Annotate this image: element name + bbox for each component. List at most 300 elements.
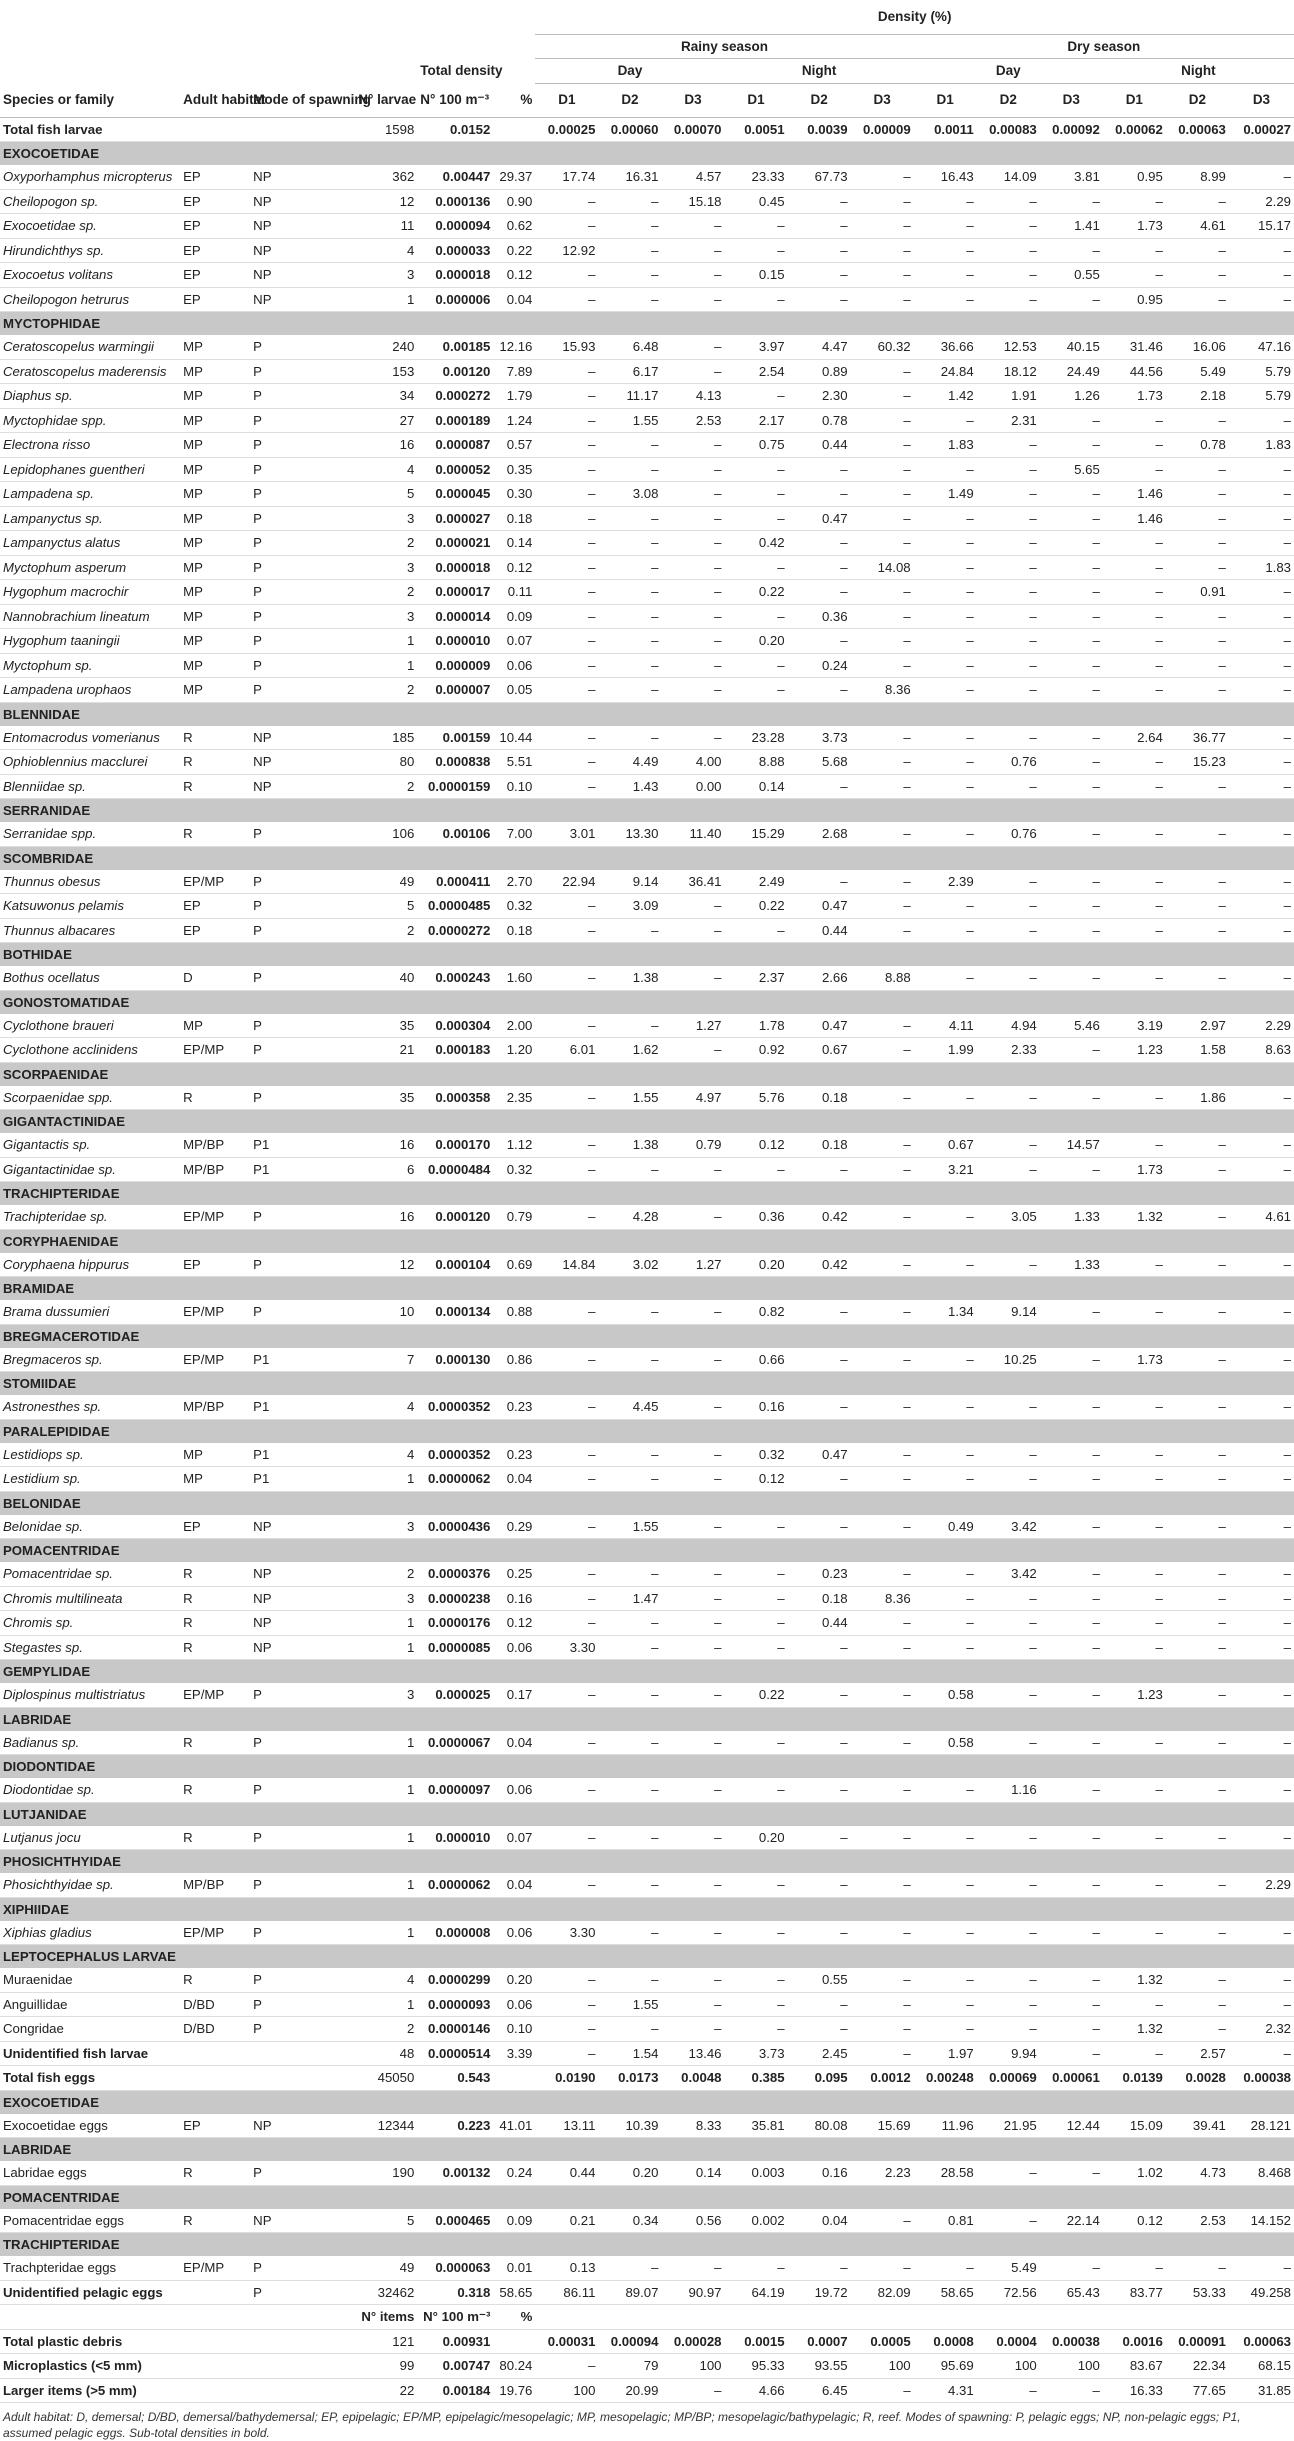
cell-density: – [851,1395,914,1419]
family-header-row [0,1945,1294,1969]
table-row [0,1968,1294,1992]
cell-habitat: MP/BP [180,1873,250,1897]
family-header-row [0,1491,1294,1515]
cell-density: 8.88 [725,750,788,775]
family-header-row [0,1229,1294,1253]
cell-density: 2.17 [725,408,788,433]
cell-density: – [851,1515,914,1539]
cell-density: – [1040,870,1103,894]
cell-habitat [180,117,250,142]
cell-density: – [788,482,851,507]
cell-habitat: MP [180,678,250,703]
cell-density: 6.01 [535,1038,598,1063]
cell-density: 36.66 [914,335,977,359]
cell-n: 1 [355,1635,417,1660]
cell-percent: 0.12 [493,1611,535,1636]
cell-density: 39.41 [1166,2114,1229,2138]
cell-density: – [1103,1611,1166,1636]
cell-density: – [788,774,851,799]
cell-n: 1 [355,1731,417,1755]
row-label: Congridae [0,2017,180,2042]
cell-density: – [1166,457,1229,482]
cell-density: – [1229,165,1294,189]
family-header-row [0,1802,1294,1826]
cell-density: – [725,482,788,507]
cell-density: – [914,1635,977,1660]
cell-density: – [977,531,1040,556]
cell-density: – [661,894,724,919]
cell-density [725,2305,788,2330]
cell-density: – [1229,1562,1294,1586]
cell-density: 0.003 [725,2161,788,2185]
cell-density: – [914,287,977,312]
cell-density: – [1229,1826,1294,1850]
cell-spawning: P [250,384,355,409]
cell-density: 0.36 [788,604,851,629]
cell-density: – [1103,966,1166,990]
cell-total-density: 0.0000514 [417,2041,493,2066]
cell-density: 0.00248 [914,2066,977,2091]
cell-n: 2 [355,774,417,799]
cell-density: – [1040,894,1103,919]
cell-percent: 0.32 [493,1157,535,1182]
cell-total-density: 0.0000238 [417,1586,493,1611]
cell-density: – [535,1515,598,1539]
cell-habitat: R [180,1968,250,1992]
cell-density: – [914,2017,977,2042]
cell-total-density: 0.000008 [417,1921,493,1945]
cell-density: – [535,189,598,214]
cell-density: – [977,1611,1040,1636]
family-header-row [0,846,1294,870]
cell-density: 83.67 [1103,2354,1166,2379]
cell-density: 72.56 [977,2280,1040,2305]
cell-density: – [1166,2017,1229,2042]
row-label: Katsuwonus pelamis [0,894,180,919]
cell-total-density: 0.00106 [417,822,493,846]
family-header-row [0,2233,1294,2257]
col-dry-night-d2: D2 [1166,83,1229,117]
table-row [0,1348,1294,1372]
cell-density: – [598,287,661,312]
cell-density: – [1040,482,1103,507]
cell-density: – [725,918,788,943]
cell-density: 1.42 [914,384,977,409]
cell-density: 1.73 [1103,214,1166,239]
cell-spawning: NP [250,214,355,239]
cell-density: 0.44 [788,918,851,943]
cell-density: – [1166,238,1229,263]
cell-spawning [250,2066,355,2091]
cell-density: 0.78 [1166,433,1229,458]
cell-percent: 3.39 [493,2041,535,2066]
col-mode: Mode of spawning [250,83,355,117]
cell-spawning [250,2041,355,2066]
density-header: Density (%) [535,0,1294,34]
cell-total-density: 0.000007 [417,678,493,703]
cell-density: – [1166,506,1229,531]
cell-density: 0.00083 [977,117,1040,142]
table-row [0,1921,1294,1945]
cell-density: – [1040,1562,1103,1586]
table-row [0,1014,1294,1038]
cell-density: – [661,531,724,556]
cell-habitat: R [180,2161,250,2185]
cell-density: 20.99 [598,2378,661,2403]
cell-density: 0.22 [725,1683,788,1707]
cell-density: – [1229,1635,1294,1660]
dry-night-header: Night [1103,59,1294,84]
cell-percent: 0.29 [493,1515,535,1539]
cell-density: 2.54 [725,359,788,384]
cell-density: – [1166,918,1229,943]
table-row [0,1253,1294,1277]
cell-density: 3.02 [598,1253,661,1277]
cell-density: 15.17 [1229,214,1294,239]
cell-density: 9.14 [598,870,661,894]
cell-density: 65.43 [1040,2280,1103,2305]
cell-density: – [851,1086,914,1110]
cell-density: – [851,1731,914,1755]
cell-percent: 1.12 [493,1133,535,1157]
cell-density: – [598,506,661,531]
table-row [0,1731,1294,1755]
cell-density: – [851,1253,914,1277]
cell-density: – [661,629,724,654]
cell-density: – [1103,1515,1166,1539]
cell-percent: 0.09 [493,604,535,629]
cell-n: 1 [355,1611,417,1636]
cell-density: 3.01 [535,822,598,846]
cell-density: – [1166,1443,1229,1467]
cell-density: – [1229,774,1294,799]
cell-density: 0.92 [725,1038,788,1063]
cell-density: – [1166,1778,1229,1802]
cell-density: – [851,653,914,678]
table-row [0,653,1294,678]
cell-density: 1.27 [661,1253,724,1277]
cell-density: 1.23 [1103,1683,1166,1707]
cell-density: – [977,580,1040,605]
table-row [0,482,1294,507]
cell-total-density: 0.000243 [417,966,493,990]
cell-spawning: P [250,1683,355,1707]
cell-percent: 80.24 [493,2354,535,2379]
table-row [0,238,1294,263]
cell-percent: 0.86 [493,1348,535,1372]
cell-density: – [977,1968,1040,1992]
cell-density: – [1166,189,1229,214]
cell-density: 4.94 [977,1014,1040,1038]
cell-habitat: MP/BP [180,1157,250,1182]
cell-density: – [661,1443,724,1467]
row-label: Exocoetidae sp. [0,214,180,239]
cell-density: 0.00025 [535,117,598,142]
cell-density: 0.0190 [535,2066,598,2091]
table-row [0,433,1294,458]
cell-density: 1.73 [1103,384,1166,409]
cell-total-density: 0.0000146 [417,2017,493,2042]
cell-density: – [598,1611,661,1636]
cell-density: – [1103,678,1166,703]
cell-density: – [788,629,851,654]
cell-density: – [661,1586,724,1611]
cell-density: – [1103,1731,1166,1755]
cell-n: 1 [355,287,417,312]
cell-density: 36.77 [1166,726,1229,750]
family-header-row [0,1182,1294,1206]
cell-density: 4.97 [661,1086,724,1110]
row-label: Coryphaena hippurus [0,1253,180,1277]
cell-percent: 0.22 [493,238,535,263]
cell-density: 1.33 [1040,1253,1103,1277]
cell-density: 4.61 [1229,1205,1294,1229]
cell-habitat: D/BD [180,1992,250,2017]
cell-density: 1.38 [598,1133,661,1157]
cell-density: – [598,1826,661,1850]
table-row [0,531,1294,556]
cell-n: 35 [355,1086,417,1110]
cell-n: 49 [355,2256,417,2280]
cell-density: 60.32 [851,335,914,359]
cell-density: 68.15 [1229,2354,1294,2379]
total-row [0,2329,1294,2354]
cell-density: – [535,918,598,943]
cell-density: 0.81 [914,2209,977,2233]
cell-density: – [661,238,724,263]
cell-density: – [1040,189,1103,214]
cell-density: 3.08 [598,482,661,507]
cell-density: – [661,1826,724,1850]
cell-percent: 2.00 [493,1014,535,1038]
cell-density: 0.24 [788,653,851,678]
cell-density: – [851,1133,914,1157]
cell-density [598,2305,661,2330]
cell-density: 3.21 [914,1157,977,1182]
cell-density: – [535,726,598,750]
cell-density: – [1040,966,1103,990]
cell-density: 0.44 [788,1611,851,1636]
cell-total-density: 0.0000299 [417,1968,493,1992]
cell-n: 16 [355,1133,417,1157]
cell-density: – [914,555,977,580]
cell-density: – [977,433,1040,458]
cell-density: – [851,1778,914,1802]
cell-density: 0.32 [725,1443,788,1467]
cell-density: 3.30 [535,1635,598,1660]
cell-n: 1 [355,1992,417,2017]
cell-density: – [788,2017,851,2042]
cell-percent: 0.10 [493,2017,535,2042]
cell-density: – [788,214,851,239]
cell-density [1040,2305,1103,2330]
cell-density: 0.0139 [1103,2066,1166,2091]
cell-total-density: 0.000010 [417,629,493,654]
cell-density: – [977,214,1040,239]
cell-density: 0.20 [725,1826,788,1850]
cell-density: – [535,1133,598,1157]
row-label: Cheilopogon hetrurus [0,287,180,312]
cell-density: 0.79 [661,1133,724,1157]
row-label: Myctophidae spp. [0,408,180,433]
cell-density: 100 [661,2354,724,2379]
cell-total-density: 0.0000062 [417,1873,493,1897]
cell-density: – [598,1348,661,1372]
row-label: Entomacrodus vomerianus [0,726,180,750]
cell-density: – [914,774,977,799]
col-rainy-night-d3: D3 [851,83,914,117]
row-label: Gigantactis sp. [0,1133,180,1157]
cell-density: 49.258 [1229,2280,1294,2305]
cell-density: – [977,1826,1040,1850]
cell-n: 240 [355,335,417,359]
cell-density: – [1166,653,1229,678]
family-header-row [0,1324,1294,1348]
cell-total-density: 0.000045 [417,482,493,507]
cell-spawning: P [250,653,355,678]
cell-density: 22.34 [1166,2354,1229,2379]
cell-density: 3.05 [977,1205,1040,1229]
cell-density: 1.83 [914,433,977,458]
cell-density: 1.46 [1103,482,1166,507]
cell-habitat: MP/BP [180,1133,250,1157]
cell-density: – [851,531,914,556]
cell-density: – [1229,263,1294,288]
cell-density: – [661,1731,724,1755]
cell-percent: 1.20 [493,1038,535,1063]
cell-density: – [661,1873,724,1897]
cell-density: 0.12 [725,1133,788,1157]
cell-habitat [180,2280,250,2305]
cell-n: 80 [355,750,417,775]
cell-density: 95.69 [914,2354,977,2379]
cell-density: – [725,678,788,703]
cell-density: – [1166,408,1229,433]
cell-density: – [598,433,661,458]
cell-spawning: P [250,966,355,990]
cell-density: 15.18 [661,189,724,214]
cell-density: – [977,238,1040,263]
cell-density: 100 [1040,2354,1103,2379]
cell-habitat: D [180,966,250,990]
cell-density: 1.32 [1103,1205,1166,1229]
cell-density: 4.28 [598,1205,661,1229]
cell-density: 4.45 [598,1395,661,1419]
cell-total-density: 0.000104 [417,1253,493,1277]
cell-density: – [1166,482,1229,507]
cell-density: 1.32 [1103,1968,1166,1992]
cell-density: – [851,580,914,605]
cell-density: – [851,629,914,654]
cell-percent: 2.35 [493,1086,535,1110]
cell-spawning: P [250,870,355,894]
cell-density: – [661,1611,724,1636]
cell-density: – [661,335,724,359]
cell-density: – [914,580,977,605]
cell-density: – [661,287,724,312]
cell-density: – [1103,1467,1166,1492]
cell-density: – [535,750,598,775]
cell-n: 1 [355,1778,417,1802]
cell-density: – [598,214,661,239]
cell-density: – [1103,774,1166,799]
cell-density: – [661,555,724,580]
row-label: Chromis sp. [0,1611,180,1636]
cell-density: 6.17 [598,359,661,384]
cell-spawning: P1 [250,1395,355,1419]
cell-habitat: EP [180,263,250,288]
family-name: MYCTOPHIDAE [0,312,1294,336]
cell-spawning: P [250,1205,355,1229]
cell-density: 79 [598,2354,661,2379]
cell-percent: 41.01 [493,2114,535,2138]
cell-density: – [661,1992,724,2017]
cell-density: – [598,1921,661,1945]
cell-total-density: 0.000021 [417,531,493,556]
cell-percent: 0.06 [493,1778,535,1802]
cell-density: 6.48 [598,335,661,359]
cell-density: 0.89 [788,359,851,384]
cell-density: – [788,287,851,312]
cell-density: – [914,894,977,919]
cell-density: 1.55 [598,408,661,433]
cell-density: – [1229,1133,1294,1157]
cell-percent: 0.06 [493,653,535,678]
cell-n: 2 [355,1562,417,1586]
cell-habitat: EP [180,189,250,214]
cell-density: – [725,1157,788,1182]
row-label: Phosichthyidae sp. [0,1873,180,1897]
cell-density: 0.095 [788,2066,851,2091]
cell-density: – [1229,1683,1294,1707]
cell-density: 86.11 [535,2280,598,2305]
cell-density: 0.20 [598,2161,661,2185]
family-name: PARALEPIDIDAE [0,1419,1294,1443]
cell-n: 16 [355,433,417,458]
cell-density: – [535,359,598,384]
cell-density: – [977,726,1040,750]
cell-percent [493,2066,535,2091]
cell-density: – [1040,1992,1103,2017]
cell-density: – [725,1562,788,1586]
cell-density: – [914,750,977,775]
row-label: Larger items (>5 mm) [0,2378,180,2403]
cell-density: 0.0004 [977,2329,1040,2354]
cell-density: – [535,457,598,482]
cell-density: – [535,408,598,433]
cell-spawning: P [250,580,355,605]
cell-density: 35.81 [725,2114,788,2138]
cell-density: 2.29 [1229,189,1294,214]
cell-density: 0.47 [788,1443,851,1467]
table-row [0,335,1294,359]
cell-habitat: R [180,822,250,846]
cell-density: – [661,433,724,458]
cell-density: – [1040,678,1103,703]
cell-density: 1.33 [1040,1205,1103,1229]
cell-density: 0.67 [788,1038,851,1063]
family-name: STOMIIDAE [0,1372,1294,1396]
cell-percent: 0.06 [493,1992,535,2017]
cell-density: 0.00027 [1229,117,1294,142]
cell-density: 0.20 [725,1253,788,1277]
cell-density: – [535,966,598,990]
row-label: Bothus ocellatus [0,966,180,990]
cell-density: 10.39 [598,2114,661,2138]
cell-spawning: NP [250,726,355,750]
cell-density: – [1040,433,1103,458]
cell-density: – [1229,894,1294,919]
